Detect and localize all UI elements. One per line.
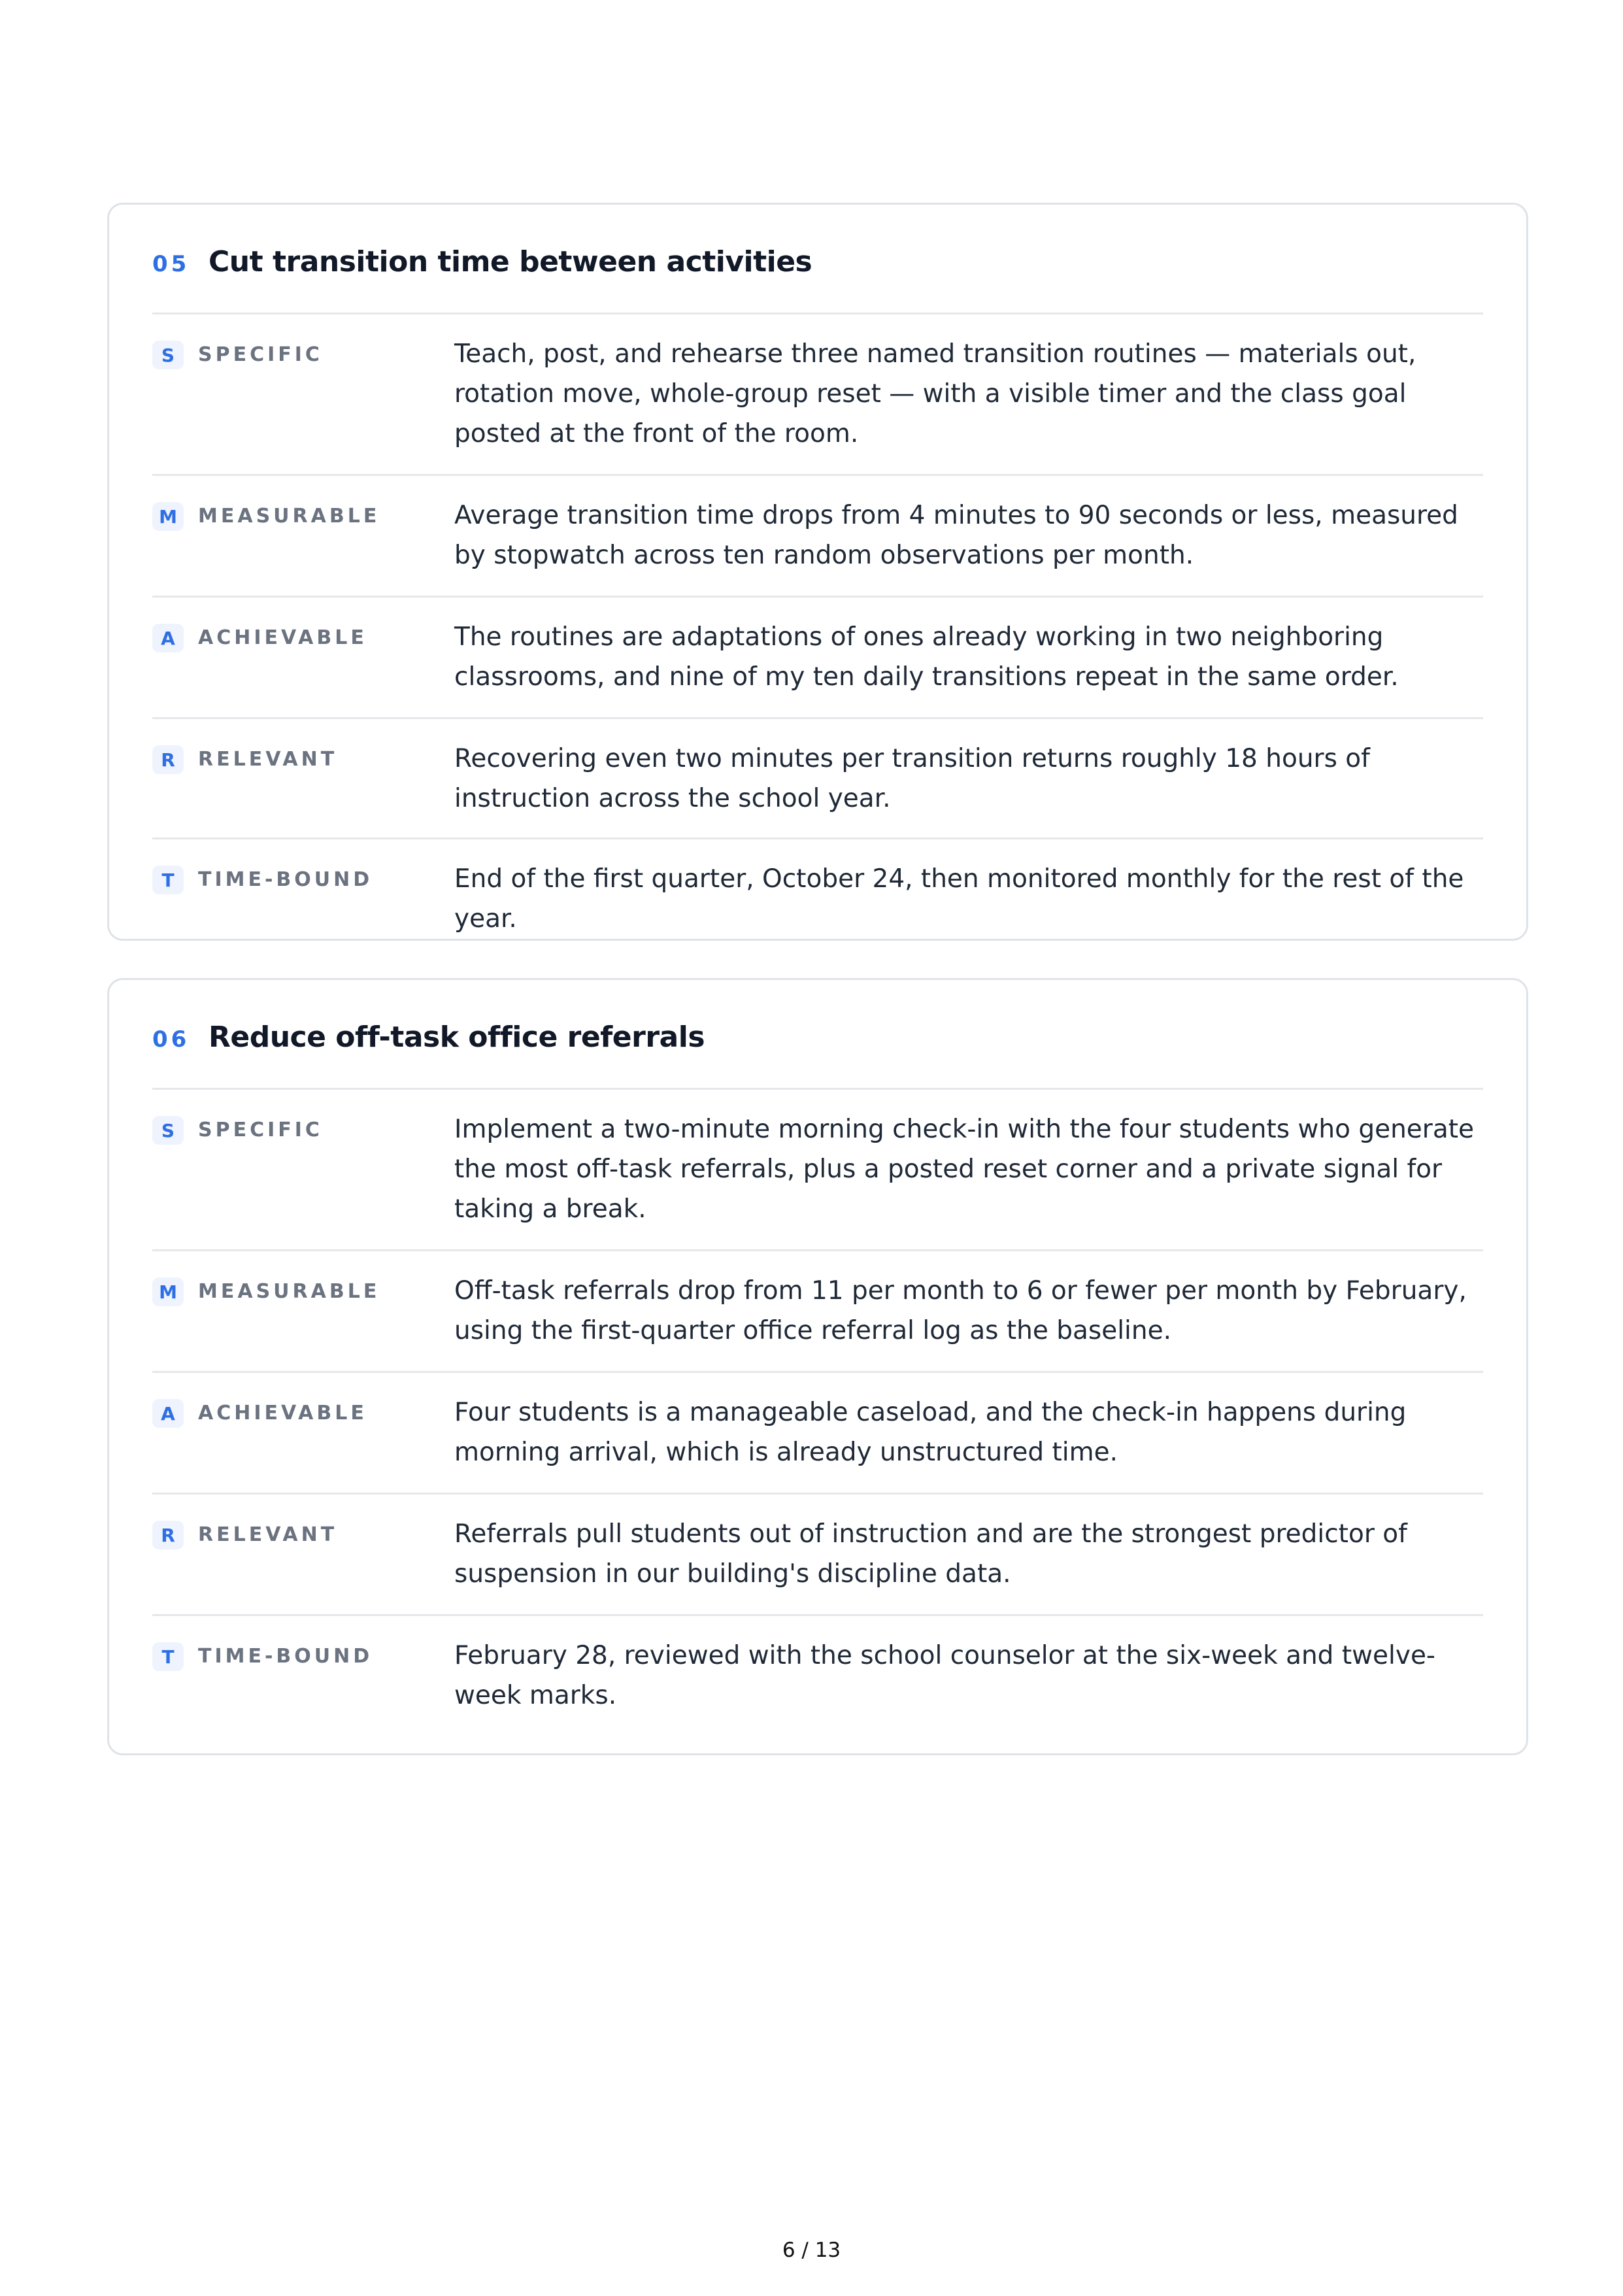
goal-header: [152, 980, 1483, 1090]
letter-badge: M: [152, 502, 184, 531]
letter-badge: S: [152, 341, 184, 369]
goal-number: 05: [152, 251, 190, 277]
smart-label-text: RELEVANT: [198, 748, 338, 771]
letter-badge: A: [152, 1399, 184, 1428]
smart-label-text: ACHIEVABLE: [198, 1402, 367, 1425]
smart-label: [152, 617, 454, 717]
smart-label: [152, 1109, 454, 1249]
smart-label-text: SPECIFIC: [198, 1119, 323, 1141]
smart-description: End of the first quarter, October 24, then monitored monthly for the rest of the year.: [454, 864, 1464, 934]
smart-label: [152, 1514, 454, 1614]
smart-label: [152, 1271, 454, 1371]
smart-label: [152, 1393, 454, 1493]
smart-label-text: MEASURABLE: [198, 1280, 380, 1303]
smart-row-measurable: [152, 1251, 1483, 1373]
letter-badge: S: [152, 1116, 184, 1145]
goal-header: [152, 205, 1483, 314]
smart-label: [152, 496, 454, 596]
smart-row-measurable: [152, 476, 1483, 598]
smart-row-achievable: [152, 598, 1483, 719]
letter-badge: T: [152, 1642, 184, 1671]
smart-row-specific: [152, 314, 1483, 476]
goal-title: Cut transition time between activities: [209, 245, 812, 279]
smart-label: [152, 739, 454, 837]
smart-description: Recovering even two minutes per transition returns roughly 18 hours of instruction across the school year.: [454, 744, 1370, 813]
smart-label-text: RELEVANT: [198, 1523, 338, 1546]
goal-card-05: [107, 203, 1528, 941]
smart-description: Off-task referrals drop from 11 per month to 6 or fewer per month by February, using the first-quarter office referral log as the baseline.: [454, 1276, 1467, 1345]
smart-description: Average transition time drops from 4 minutes to 90 seconds or less, measured by stopwatch across ten random observations per month.: [454, 501, 1458, 570]
smart-row-relevant: [152, 1494, 1483, 1616]
letter-badge: T: [152, 866, 184, 894]
goal-title: Reduce off-task office referrals: [209, 1021, 705, 1054]
smart-label-text: ACHIEVABLE: [198, 626, 367, 649]
page-number: 6 / 13: [782, 2238, 841, 2262]
letter-badge: R: [152, 745, 184, 774]
smart-description: Implement a two-minute morning check-in with the four students who generate the most off-task referrals, plus a posted reset corner and a private signal for taking a break.: [454, 1115, 1475, 1224]
smart-label: [152, 859, 454, 939]
letter-badge: R: [152, 1521, 184, 1549]
smart-label-text: MEASURABLE: [198, 505, 380, 528]
smart-label-text: TIME-BOUND: [198, 868, 373, 891]
smart-description: February 28, reviewed with the school counselor at the six-week and twelve-week marks.: [454, 1641, 1436, 1710]
letter-badge: A: [152, 624, 184, 652]
smart-row-achievable: [152, 1373, 1483, 1494]
smart-description: Four students is a manageable caseload, and the check-in happens during morning arrival, which is already unstructured time.: [454, 1398, 1407, 1467]
smart-description: The routines are adaptations of ones already working in two neighboring classrooms, and nine of my ten daily transitions repeat in the same order.: [454, 622, 1399, 692]
smart-row-time-bound: [152, 1616, 1483, 1753]
smart-description: Teach, post, and rehearse three named transition routines — materials out, rotation move, whole-group reset — with a visible timer and the class goal posted at the front of the room.: [454, 339, 1416, 448]
goal-number: 06: [152, 1026, 190, 1053]
goal-card-06: [107, 978, 1528, 1755]
smart-label: [152, 334, 454, 474]
smart-row-specific: [152, 1090, 1483, 1251]
smart-row-relevant: [152, 719, 1483, 839]
smart-label: [152, 1636, 454, 1753]
smart-row-time-bound: [152, 839, 1483, 939]
smart-label-text: SPECIFIC: [198, 343, 323, 366]
letter-badge: M: [152, 1277, 184, 1306]
smart-label-text: TIME-BOUND: [198, 1645, 373, 1668]
smart-description: Referrals pull students out of instruction and are the strongest predictor of suspension in our building's discipline data.: [454, 1519, 1407, 1589]
